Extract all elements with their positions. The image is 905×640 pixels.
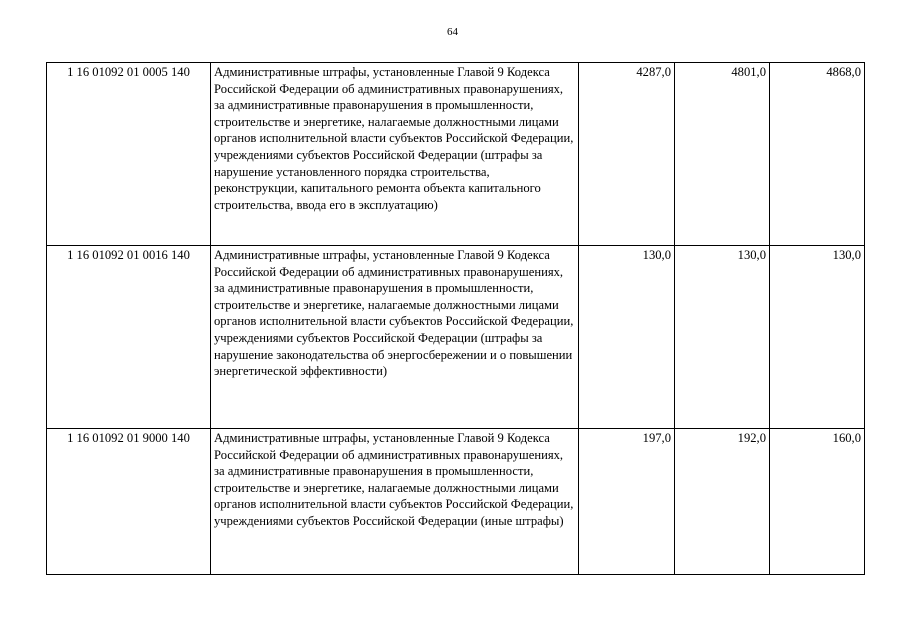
revenue-description-cell: Административные штрафы, установленные Главой 9 Кодекса Российской Федерации об административных правонарушениях, за административные правонарушения в промышленности, строительстве и энергетике, налагаемые должностными лицами органов исполнительной власти субъектов Российской Федерации, учреждениями субъектов Российской Федерации (штрафы за нарушение установленного порядка строительства, реконструкции, капитального ремонта объекта капитального строительства, ввода его в эксплуатацию) xyxy=(211,63,579,246)
value-cell-1: 4287,0 xyxy=(579,63,675,246)
table-row xyxy=(47,246,865,429)
table-row xyxy=(47,429,865,575)
value-cell-1: 130,0 xyxy=(579,246,675,429)
revenue-code-cell: 1 16 01092 01 9000 140 xyxy=(47,429,211,575)
revenue-code-cell: 1 16 01092 01 0016 140 xyxy=(47,246,211,429)
value-cell-3: 160,0 xyxy=(770,429,865,575)
value-cell-3: 4868,0 xyxy=(770,63,865,246)
budget-revenue-table xyxy=(46,62,865,575)
value-cell-2: 192,0 xyxy=(675,429,770,575)
revenue-description-cell: Административные штрафы, установленные Главой 9 Кодекса Российской Федерации об административных правонарушениях, за административные правонарушения в промышленности, строительстве и энергетике, налагаемые должностными лицами органов исполнительной власти субъектов Российской Федерации, учреждениями субъектов Российской Федерации (иные штрафы) xyxy=(211,429,579,575)
page-number: 64 xyxy=(447,26,458,38)
value-cell-3: 130,0 xyxy=(770,246,865,429)
value-cell-1: 197,0 xyxy=(579,429,675,575)
table-row xyxy=(47,63,865,246)
revenue-description-cell: Административные штрафы, установленные Главой 9 Кодекса Российской Федерации об административных правонарушениях, за административные правонарушения в промышленности, строительстве и энергетике, налагаемые должностными лицами органов исполнительной власти субъектов Российской Федерации, учреждениями субъектов Российской Федерации (штрафы за нарушение законодательства об энергосбережении и о повышении энергетической эффективности) xyxy=(211,246,579,429)
revenue-code-cell: 1 16 01092 01 0005 140 xyxy=(47,63,211,246)
value-cell-2: 130,0 xyxy=(675,246,770,429)
value-cell-2: 4801,0 xyxy=(675,63,770,246)
